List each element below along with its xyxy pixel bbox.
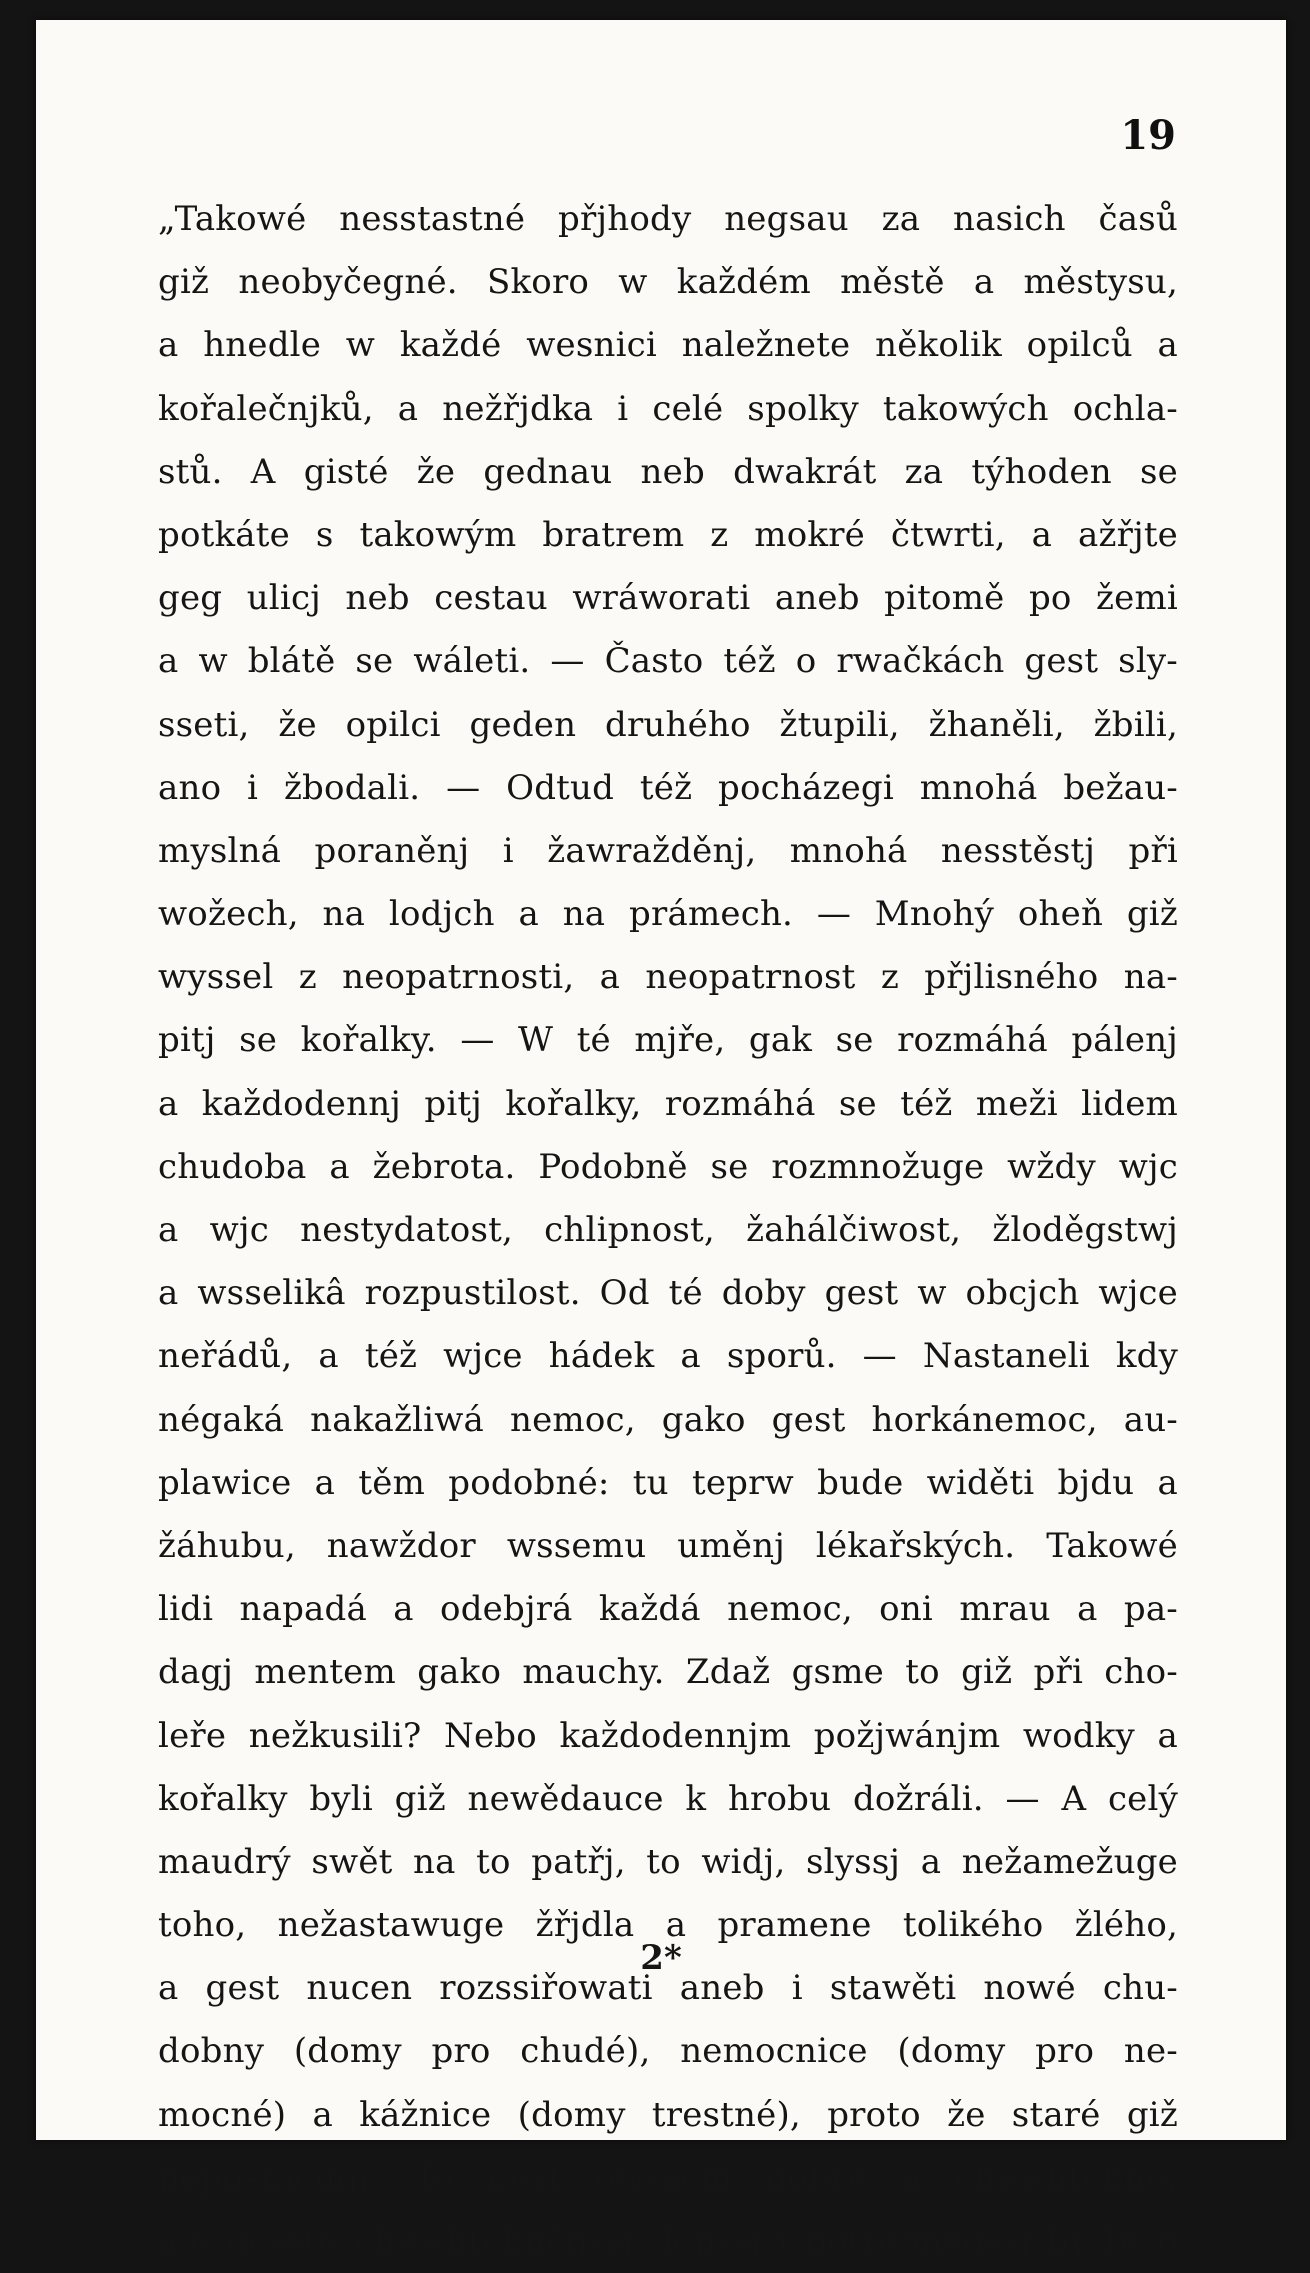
- text-line: mocné) a kážnice (domy trestné), proto že staré giž: [158, 2094, 1178, 2135]
- text-line: a wsselikâ rozpustilost. Od té doby gest w obcjch wjce: [158, 1273, 1178, 1314]
- text-line: a každodennj pitj kořalky, rozmáhá se též meži lidem: [158, 1083, 1178, 1124]
- text-line: nepostačugj. To gest owssem dobré a chwalitebné;: [158, 2157, 1178, 2198]
- text-line: geg ulicj neb cestau wráworati aneb pitomě po žemi: [158, 578, 1178, 619]
- text-line: a hnedle w každé wesnici naležnete několik opilců a: [158, 325, 1178, 366]
- text-line: wyssel z neopatrnosti, a neopatrnost z přjlisného na-: [158, 957, 1178, 998]
- text-line: ale gesstě chwalitebněgssj, lepssj i potřebněgssj by bylo: [158, 2221, 1178, 2261]
- text-line: myslná poraněnj i žawražděnj, mnohá nesstěstj při: [158, 830, 1178, 871]
- text-line: kořalečnjků, a nežřjdka i celé spolky takowých ochla-: [158, 388, 1178, 429]
- text-line: giž neobyčegné. Skoro w každém městě a městysu,: [158, 262, 1178, 303]
- text-line: kořalky byli giž newědauce k hrobu dožráli. — A celý: [158, 1778, 1178, 1819]
- text-line: ano i žbodali. — Odtud též pocházegi mnohá bežau-: [158, 767, 1178, 808]
- text-line: maudrý swět na to patřj, to widj, slyssj a nežamežuge: [158, 1841, 1178, 1882]
- text-line: leře nežkusili? Nebo každodennjm požjwánjm wodky a: [158, 1715, 1178, 1756]
- text-line: a wjc nestydatost, chlipnost, žahálčiwost, žloděgstwj: [158, 1210, 1178, 1250]
- text-line: a w blátě se wáleti. — Často též o rwačkách gest sly-: [158, 641, 1178, 682]
- text-line: sseti, že opilci geden druhého žtupili, žhaněli, žbili,: [158, 704, 1178, 745]
- text-line: stů. A gisté že gednau neb dwakrát za týhoden se: [158, 451, 1178, 492]
- text-line: wožech, na lodjch a na prámech. — Mnohý oheň giž: [158, 894, 1178, 935]
- text-line: potkáte s takowým bratrem z mokré čtwrti, a ažřjte: [158, 514, 1178, 555]
- page-number: 19: [1120, 112, 1176, 159]
- text-line: žáhubu, nawždor wssemu uměnj lékařských. Takowé: [158, 1525, 1178, 1566]
- text-line: „Takowé nesstastné přjhody negsau za nasich časů: [158, 199, 1178, 239]
- text-line: plawice a těm podobné: tu teprw bude widěti bjdu a: [158, 1462, 1178, 1503]
- text-line: lidi napadá a odebjrá každá nemoc, oni mrau a pa-: [158, 1589, 1178, 1630]
- text-line: pitj se kořalky. — W té mjře, gak se rozmáhá pálenj: [158, 1020, 1178, 1061]
- signature-mark: 2*: [640, 1938, 682, 1978]
- text-line: chudoba a žebrota. Podobně se rozmnožuge wždy wjc: [158, 1146, 1178, 1187]
- text-line: dobny (domy pro chudé), nemocnice (domy pro ne-: [158, 2031, 1178, 2072]
- text-line: négaká nakažliwá nemoc, gako gest horkánemoc, au-: [158, 1399, 1178, 1440]
- book-page: [36, 20, 1286, 2261]
- text-line: a gest nucen rozssiřowati aneb i stawěti nowé chu-: [158, 1968, 1178, 2009]
- text-line: dagj mentem gako mauchy. Zdaž gsme to giž při cho-: [158, 1652, 1178, 1693]
- text-line: neřádů, a též wjce hádek a sporů. — Nastaneli kdy: [158, 1336, 1178, 1377]
- text-line: toho, nežastawuge žřjdla a pramene tolikého žlého,: [158, 1905, 1178, 1946]
